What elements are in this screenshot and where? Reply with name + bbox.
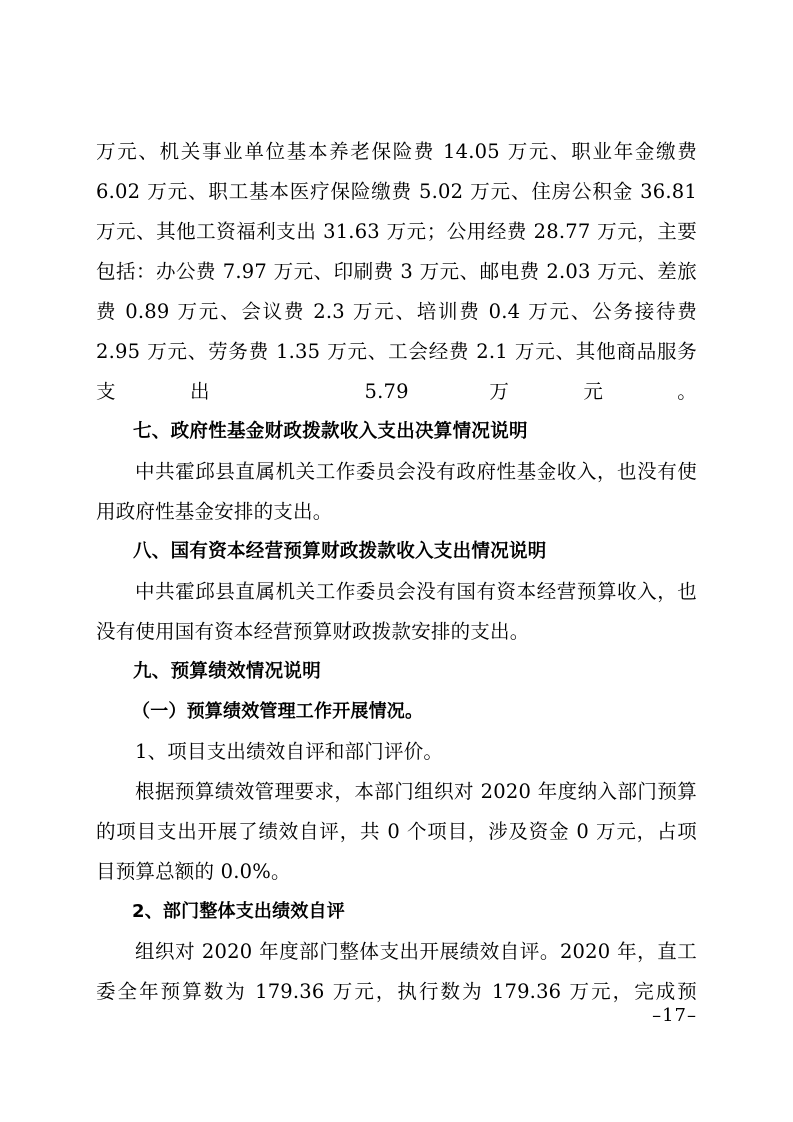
paragraph-expenditure-details: 万元、机关事业单位基本养老保险费 14.05 万元、职业年金缴费 6.02 万元、职工基本医疗保险缴费 5.02 万元、住房公积金 36.81 万元、其他工资福利支出 31.63 万元；公用经费 28.77 万元，主要包括：办公费 7.97 万元、印刷费 3 万元、邮电费 2.03 万元、差旅费 0.89 万元、会议费 2.3 万元、培训费 0.4 万元、公务接待费 2.95 万元、劳务费 1.35 万元、工会经费 2.1 万元、其他商品服务支出 5.79 万元。 [96,140,697,403]
heading-section-seven: 七、政府性基金财政拨款收入支出决算情况说明 [133,421,528,442]
page-number: –17– [652,1005,697,1026]
document-body [96,132,697,1012]
heading-section-eight: 八、国有资本经营预算财政拨款收入支出情况说明 [133,541,547,562]
list-item-overall-self-evaluation: 2、部门整体支出绩效自评 [132,901,345,922]
paragraph-state-capital: 中共霍邱县直属机关工作委员会没有国有资本经营预算收入，也没有使用国有资本经营预算财政拨款安排的支出。 [96,580,697,643]
paragraph-self-evaluation-detail: 根据预算绩效管理要求，本部门组织对 2020 年度纳入部门预算的项目支出开展了绩效自评，共 0 个项目，涉及资金 0 万元，占项目预算总额的 0.0%。 [96,780,697,883]
paragraph-government-fund: 中共霍邱县直属机关工作委员会没有政府性基金收入，也没有使用政府性基金安排的支出。 [96,460,697,523]
paragraph-overall-evaluation-detail: 组织对 2020 年度部门整体支出开展绩效自评。2020 年，直工委全年预算数为 179.36 万元，执行数为 179.36 万元，完成预 [96,940,697,1003]
heading-section-nine: 九、预算绩效情况说明 [133,661,322,682]
subheading-performance-management: （一）预算绩效管理工作开展情况。 [132,701,424,722]
list-item-project-self-evaluation: 1、项目支出绩效自评和部门评价。 [135,740,444,763]
